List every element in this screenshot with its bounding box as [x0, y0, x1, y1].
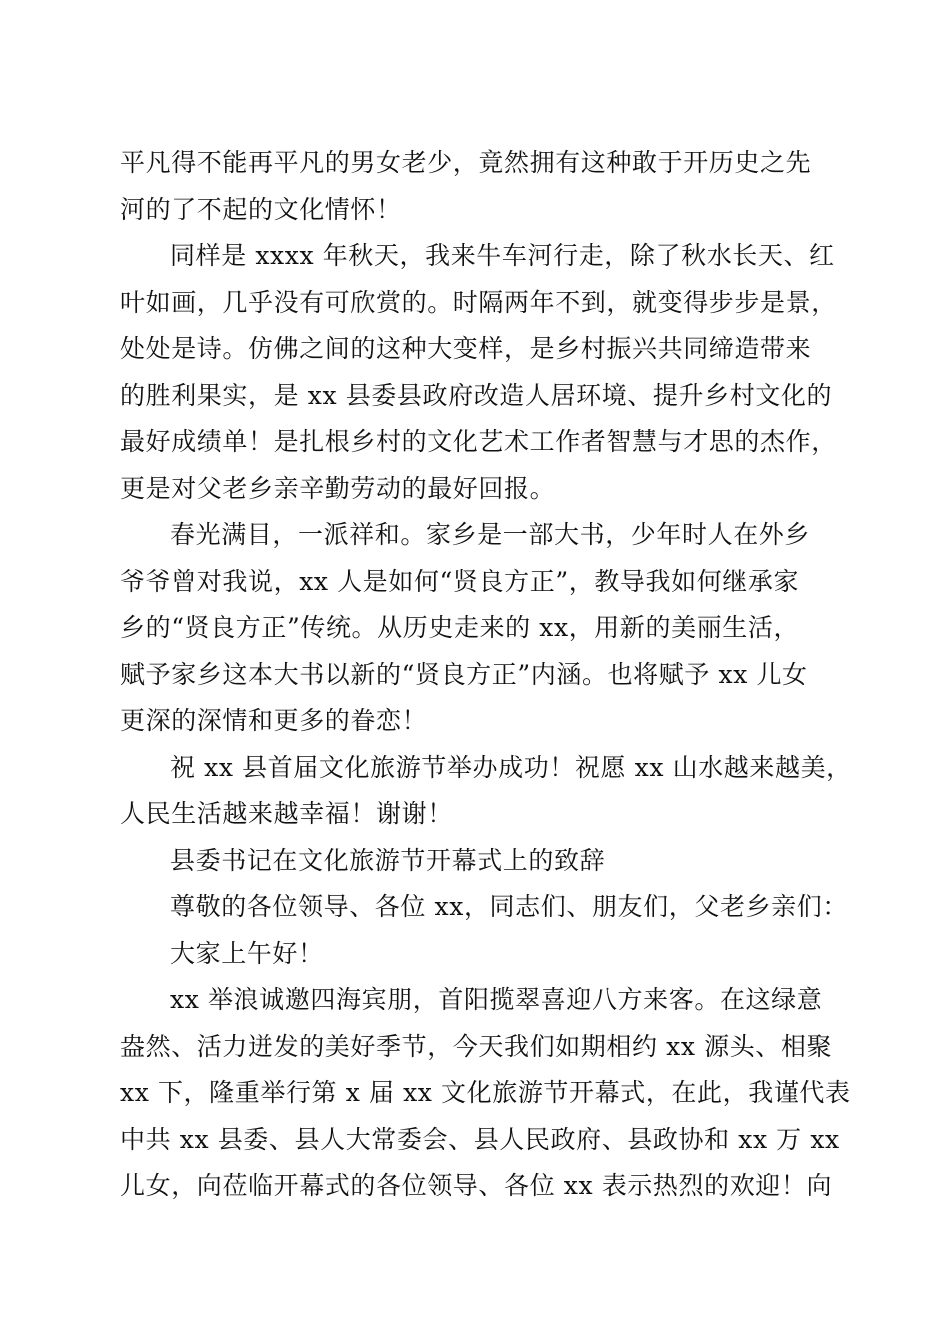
document-body	[120, 140, 852, 1210]
paragraph-start-line: 春光满目，一派祥和。家乡是一部大书，少年时人在外乡	[170, 520, 811, 549]
greeting: 大家上午好！	[170, 938, 324, 968]
paragraph-start-line: 同样是 xxxx 年秋天，我来牛车河行走，除了秋水长天、红	[170, 241, 835, 270]
text-line: 人民生活越来越幸福！谢谢！	[120, 799, 453, 828]
text-line: 乡的“贤良方正”传统。从历史走来的 xx，用新的美丽生活，	[120, 613, 800, 642]
text-line: 的胜利果实，是 xx 县委县政府改造人居环境、提升乡村文化的	[120, 380, 833, 410]
paragraph-start-line: xx 举浪诚邀四海宾朋，首阳揽翠喜迎八方来客。在这绿意	[170, 985, 823, 1014]
text-line: 河的了不起的文化情怀！	[120, 194, 402, 224]
paragraph-start-line: 祝 xx 县首届文化旅游节举办成功！祝愿 xx 山水越来越美，	[170, 752, 852, 782]
text-line: 平凡得不能再平凡的男女老少，竟然拥有这种敢于开历史之先	[120, 148, 812, 177]
text-line: 更深的深情和更多的眷恋！	[120, 706, 428, 735]
section-title: 县委书记在文化旅游节开幕式上的致辞	[170, 845, 606, 875]
text-line: 叶如画，几乎没有可欣赏的。时隔两年不到，就变得步步是景，	[120, 287, 837, 317]
text-line: xx 下，隆重举行第 x 届 xx 文化旅游节开幕式，在此，我谨代表	[120, 1078, 851, 1107]
text-line: 盎然、活力迸发的美好季节，今天我们如期相约 xx 源头、相聚	[120, 1031, 833, 1061]
text-line: 爷爷曾对我说，xx 人是如何“贤良方正”，教导我如何继承家	[120, 566, 800, 596]
text-line: 处处是诗。仿佛之间的这种大变样，是乡村振兴共同缔造带来	[120, 334, 812, 363]
text-line: 更是对父老乡亲辛勤劳动的最好回报。	[120, 473, 556, 503]
text-line: 儿女，向莅临开幕式的各位领导、各位 xx 表示热烈的欢迎！向	[120, 1171, 833, 1200]
salutation: 尊敬的各位领导、各位 xx，同志们、朋友们，父老乡亲们：	[170, 892, 848, 921]
text-line: 赋予家乡这本大书以新的“贤良方正”内涵。也将赋予 xx 儿女	[120, 659, 808, 689]
text-line: 最好成绩单！是扎根乡村的文化艺术工作者智慧与才思的杰作，	[120, 427, 837, 456]
text-line: 中共 xx 县委、县人大常委会、县人民政府、县政协和 xx 万 xx	[120, 1124, 840, 1154]
